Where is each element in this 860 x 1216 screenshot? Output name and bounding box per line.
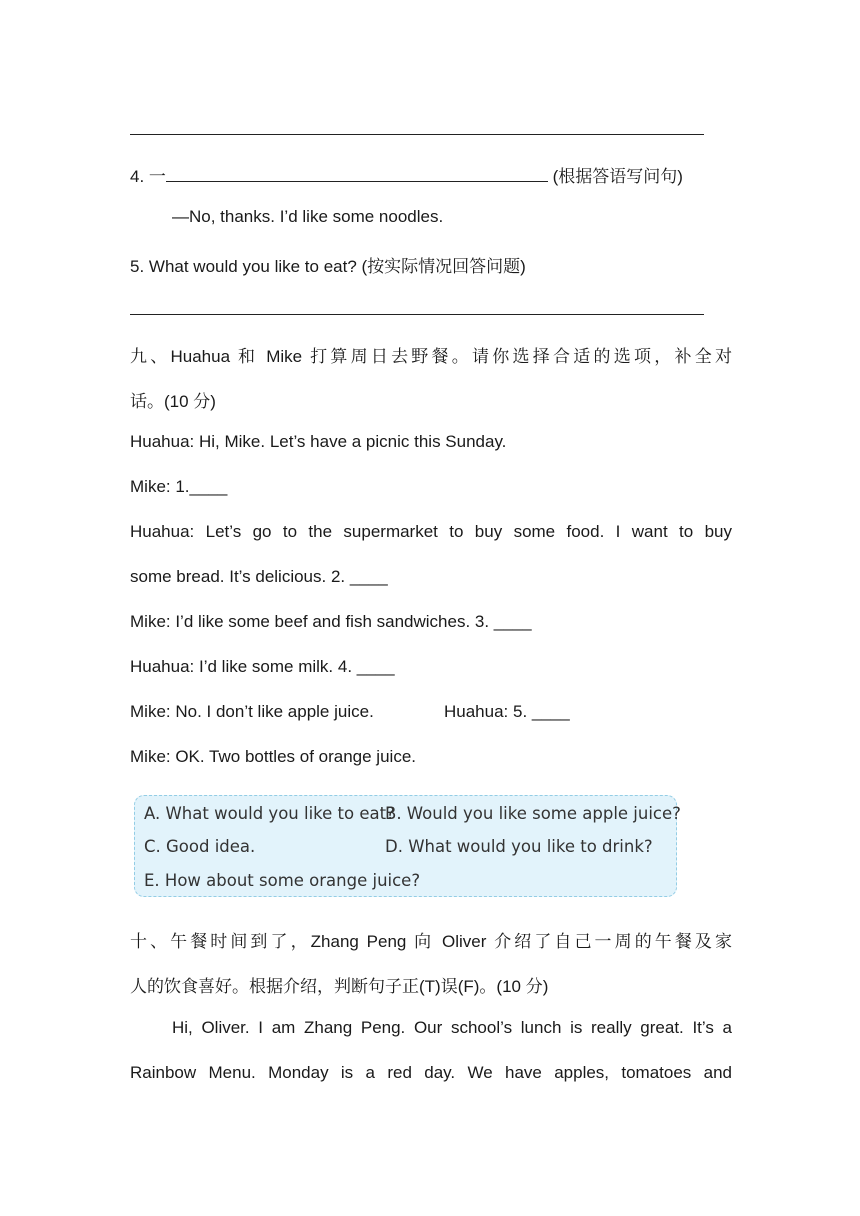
dialogue-line-2: Mike: 1.____ bbox=[130, 477, 228, 496]
dialogue-line-5: Mike: I’d like some beef and fish sandwiches. 3. ____ bbox=[130, 612, 532, 631]
dialogue-line-7b: Huahua: 5. ____ bbox=[444, 702, 570, 721]
dialogue-line-1: Huahua: Hi, Mike. Let’s have a picnic this Sunday. bbox=[130, 432, 507, 451]
question-4 bbox=[130, 162, 683, 187]
section-9-title-line-2: 话。(10 分) bbox=[130, 392, 216, 411]
option-b: B. Would you like some apple juice? bbox=[385, 804, 681, 823]
dialogue-line-4: some bread. It’s delicious. 2. ____ bbox=[130, 567, 388, 586]
option-a: A. What would you like to eat? bbox=[144, 804, 395, 823]
options-box bbox=[134, 795, 681, 897]
question-4-answer: —No, thanks. I’d like some noodles. bbox=[172, 207, 444, 226]
passage-line-1: Hi, Oliver. I am Zhang Peng. Our school’s lunch is really great. It’s a bbox=[172, 1018, 732, 1037]
section-10-title-line-1: 十、午餐时间到了，Zhang Peng 向 Oliver 介绍了自己一周的午餐及家 bbox=[130, 932, 732, 951]
dialogue-line-7a: Mike: No. I don’t like apple juice. bbox=[130, 702, 374, 721]
answer-line-q3[interactable] bbox=[130, 134, 704, 135]
passage-line-2: Rainbow Menu. Monday is a red day. We have apples, tomatoes and bbox=[130, 1063, 732, 1082]
question-4-prefix: 4. 一 bbox=[130, 167, 166, 186]
section-10-title-line-2: 人的饮食喜好。根据介绍，判断句子正(T)误(F)。(10 分) bbox=[130, 977, 549, 996]
option-d: D. What would you like to drink? bbox=[385, 837, 653, 856]
question-4-instruction: (根据答语写问句) bbox=[547, 167, 683, 186]
section-9-title-line-1: 九、Huahua 和 Mike 打算周日去野餐。请你选择合适的选项，补全对 bbox=[130, 347, 732, 366]
option-e: E. How about some orange juice? bbox=[144, 871, 421, 890]
option-c: C. Good idea. bbox=[144, 837, 256, 856]
dialogue-line-3: Huahua: Let’s go to the supermarket to buy some food. I want to buy bbox=[130, 522, 732, 541]
dialogue-line-6: Huahua: I’d like some milk. 4. ____ bbox=[130, 657, 395, 676]
question-5: 5. What would you like to eat? (按实际情况回答问题) bbox=[130, 257, 526, 276]
answer-line-q5[interactable] bbox=[130, 314, 704, 315]
answer-blank-q4[interactable] bbox=[166, 167, 548, 182]
dialogue-line-8: Mike: OK. Two bottles of orange juice. bbox=[130, 747, 416, 766]
